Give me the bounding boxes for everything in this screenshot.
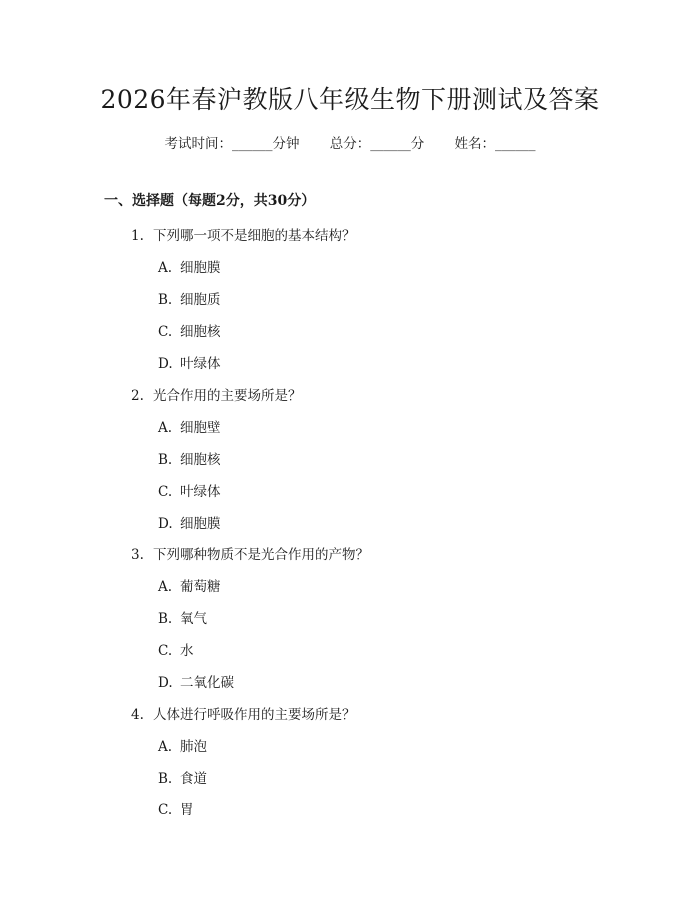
option-text: 细胞膜 xyxy=(180,516,221,532)
question-4-option-c xyxy=(158,798,194,818)
question-2-option-d xyxy=(158,512,221,532)
question-4 xyxy=(131,703,356,723)
question-3-option-b xyxy=(158,607,207,627)
option-letter: D. xyxy=(158,675,173,691)
section-heading: 一、选择题（每题2分，共30分） xyxy=(104,193,316,209)
question-3-option-d xyxy=(158,671,234,691)
option-letter: A. xyxy=(158,579,173,595)
option-text: 叶绿体 xyxy=(180,484,221,500)
question-number: 1. xyxy=(131,228,144,244)
question-1-option-a xyxy=(158,256,221,276)
page-title: 2026年春沪教版八年级生物下册测试及答案 xyxy=(100,85,600,114)
option-letter: A. xyxy=(158,420,173,436)
option-letter: A. xyxy=(158,739,173,755)
question-4-option-a xyxy=(158,735,207,755)
question-3 xyxy=(131,543,369,563)
option-letter: B. xyxy=(158,611,173,627)
option-letter: C. xyxy=(158,802,173,818)
option-letter: D. xyxy=(158,356,173,372)
question-number: 2. xyxy=(131,388,144,404)
option-text: 氧气 xyxy=(180,611,207,627)
question-text: 下列哪一项不是细胞的基本结构？ xyxy=(153,228,356,244)
question-2-option-c xyxy=(158,480,221,500)
option-text: 细胞壁 xyxy=(180,420,221,436)
question-2-option-a xyxy=(158,416,221,436)
option-text: 细胞核 xyxy=(180,452,221,468)
question-1-option-c xyxy=(158,320,221,340)
option-text: 肺泡 xyxy=(180,739,207,755)
question-1-option-d xyxy=(158,352,221,372)
option-text: 二氧化碳 xyxy=(180,675,234,691)
option-letter: C. xyxy=(158,324,173,340)
question-text: 人体进行呼吸作用的主要场所是？ xyxy=(153,707,356,723)
exam-meta xyxy=(0,132,700,152)
option-text: 葡萄糖 xyxy=(180,579,221,595)
question-1 xyxy=(131,224,356,244)
option-letter: B. xyxy=(158,771,173,787)
option-text: 食道 xyxy=(180,771,207,787)
option-text: 叶绿体 xyxy=(180,356,221,372)
option-letter: D. xyxy=(158,516,173,532)
question-text: 光合作用的主要场所是？ xyxy=(153,388,302,404)
exam-time-field: 考试时间：______分钟 xyxy=(164,136,300,152)
option-text: 胃 xyxy=(180,802,194,818)
question-3-option-a xyxy=(158,575,221,595)
student-name-field: 姓名：______ xyxy=(454,136,536,152)
question-number: 3. xyxy=(131,547,144,563)
question-4-option-b xyxy=(158,767,207,787)
question-number: 4. xyxy=(131,707,144,723)
option-letter: C. xyxy=(158,643,173,659)
option-text: 细胞核 xyxy=(180,324,221,340)
option-letter: B. xyxy=(158,292,173,308)
option-letter: A. xyxy=(158,260,173,276)
question-text: 下列哪种物质不是光合作用的产物？ xyxy=(153,547,369,563)
option-text: 细胞膜 xyxy=(180,260,221,276)
option-text: 细胞质 xyxy=(180,292,221,308)
question-3-option-c xyxy=(158,639,194,659)
option-letter: C. xyxy=(158,484,173,500)
total-score-field: 总分：______分 xyxy=(329,136,425,152)
question-1-option-b xyxy=(158,288,221,308)
question-2 xyxy=(131,384,302,404)
question-2-option-b xyxy=(158,448,221,468)
option-letter: B. xyxy=(158,452,173,468)
option-text: 水 xyxy=(180,643,194,659)
